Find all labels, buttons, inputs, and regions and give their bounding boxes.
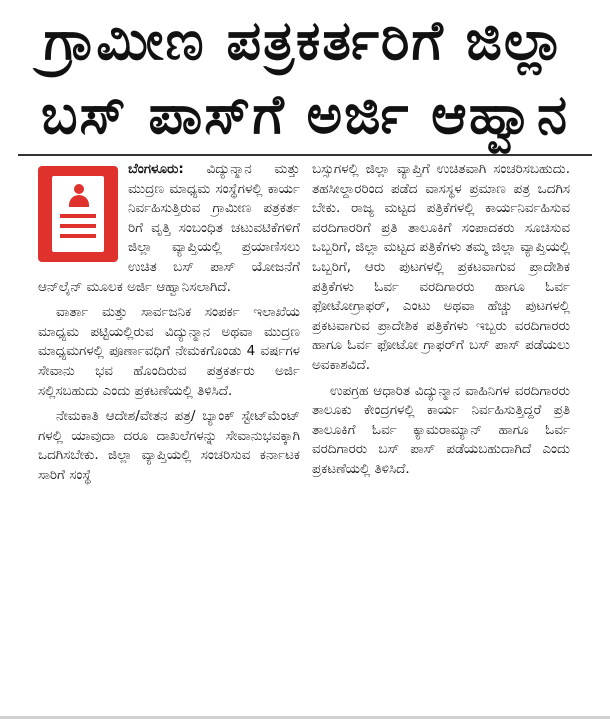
headline-line-2: ಬಸ್ ಪಾಸ್‌ಗೆ ಅರ್ಜಿ ಆಹ್ವಾನ [40, 83, 569, 146]
paragraph-2: ವಾರ್ತಾ ಮತ್ತು ಸಾರ್ವಜನಿಕ ಸಂಪರ್ಕ ಇಲಾಖೆಯ ಮಾಧ್ಯಮ ಪಟ್ಟಿಯಲ್ಲಿರುವ ವಿದ್ಯುನ್ಮಾನ ಅಥವಾ ಮುದ್ರಣ ಮಾಧ್ಯಮಗಳಲ್ಲಿ ಪೂರ್ಣಾವಧಿಗೆ ನೇಮಕಗೊಂಡು 4 ವರ್ಷಗಳ ಸೇವಾನು ಭವ ಹೊಂದಿರುವ ಪತ್ರಕರ್ತರು ಅರ್ಜಿ ಸಲ್ಲಿಸಬಹುದು ಎಂದು ಪ್ರಕಟಣೆಯಲ್ಲಿ ತಿಳಿಸಿದೆ. [38, 304, 300, 399]
article-column-left [38, 160, 300, 492]
article-column-right [312, 160, 570, 486]
paragraph-5: ಉಪಗ್ರಹ ಆಧಾರಿತ ವಿದ್ಯುನ್ಮಾನ ವಾಹಿನಿಗಳ ವರದಿಗಾರರು ತಾಲೂಕು ಕೇಂದ್ರಗಳಲ್ಲಿ ಕಾರ್ಯ ನಿರ್ವಹಿಸುತ್ತಿದ್ದರೆ ಪ್ರತಿ ತಾಲೂಕಿಗೆ ಓರ್ವ ಕ್ಯಾಮರಾಮ್ಯಾನ್ ಹಾಗೂ ಓರ್ವ ವರದಿಗಾರರು ಬಸ್ ಪಾಸ್ ಪಡೆಯಬಹುದಾಗಿದೆ ಎಂದು ಪ್ರಕಟಣೆಯಲ್ಲಿ ತಿಳಿಸಿದೆ. [312, 382, 570, 477]
headline-line-1: ಗ್ರಾಮೀಣ ಪತ್ರಕರ್ತರಿಗೆ ಜಿಲ್ಲಾ [43, 9, 567, 72]
lead-text: ವಿದ್ಯುನ್ಮಾನ ಮತ್ತು ಮುದ್ರಣ ಮಾಧ್ಯಮ ಸಂಸ್ಥೆಗಳಲ್ಲಿ ಕಾರ್ಯ ನಿರ್ವಹಿಸುತ್ತಿರುವ ಗ್ರಾಮೀಣ ಪತ್ರಕರ್ತ ರಿಗೆ ವೃತ್ತಿ ಸಂಬಂಧಿತ ಚಟುವಟಿಕೆಗಳಿಗೆ ಜಿಲ್ಲಾ ವ್ಯಾಪ್ತಿಯಲ್ಲಿ ಪ್ರಯಾಣಿಸಲು ಉಚಿತ ಬಸ್ ಪಾಸ್ ಯೋಜನೆಗೆ ಆನ್‌ಲೈನ್ ಮೂಲಕ ಅರ್ಜಿ ಆಹ್ವಾನಿಸಲಾಗಿದೆ. [38, 161, 300, 295]
paragraph-4: ಬಸ್ಸುಗಳಲ್ಲಿ ಜಿಲ್ಲಾ ವ್ಯಾಪ್ತಿಗೆ ಉಚಿತವಾಗಿ ಸಂಚರಿಸಬಹುದು. ತಹಸೀಲ್ದಾರರಿಂದ ಪಡೆದ ವಾಸಸ್ಥಳ ಪ್ರಮಾಣ ಪತ್ರ ಒದಗಿಸ ಬೇಕು. ರಾಜ್ಯ ಮಟ್ಟದ ಪತ್ರಿಕೆಗಳಲ್ಲಿ ಕಾರ್ಯನಿರ್ವಹಿಸುವ ವರದಿಗಾರರಿಗೆ ಪ್ರತಿ ತಾಲೂಕಿಗೆ ಸಂಪಾದಕರು ಸೂಚಿಸುವ ಒಬ್ಬರಿಗೆ, ಜಿಲ್ಲಾ ಮಟ್ಟದ ಪತ್ರಿಕೆಗಳು ತಮ್ಮ ಜಿಲ್ಲಾ ವ್ಯಾಪ್ತಿಯಲ್ಲಿ ಒಬ್ಬರಿಗೆ, ಆರು ಪುಟಗಳಲ್ಲಿ ಪ್ರಕಟವಾಗುವ ಪ್ರಾದೇಶಿಕ ಪತ್ರಿಕೆಗಳು ಓರ್ವ ವರದಿಗಾರರು ಹಾಗೂ ಓರ್ವ ಫೋಟೋಗ್ರಾಫರ್, ಎಂಟು ಅಥವಾ ಹೆಚ್ಚು ಪುಟಗಳಲ್ಲಿ ಪ್ರಕಟವಾಗುವ ಪ್ರಾದೇಶಿಕ ಪತ್ರಿಕೆಗಳು ಇಬ್ಬರು ವರದಿಗಾರರು ಹಾಗೂ ಓರ್ವ ಫೋಟೋ ಗ್ರಾಫರ್‌ಗೆ ಬಸ್ ಪಾಸ್ ಪಡೆಯಲು ಅವಕಾಶವಿದೆ. [312, 161, 570, 373]
dateline: ಬೆಂಗಳೂರು: [128, 161, 184, 177]
headline [0, 4, 610, 152]
lead-paragraph [38, 160, 300, 297]
paragraph-3: ನೇಮಕಾತಿ ಆದೇಶ/ವೇತನ ಪತ್ರ/ ಬ್ಯಾಂಕ್ ಸ್ಟೇಟ್‌ಮೆಂಟ್ ಗಳಲ್ಲಿ ಯಾವುದಾ ದರೂ ದಾಖಲೆಗಳನ್ನು ಸೇವಾನುಭವಕ್ಕಾಗಿ ಒದಗಿಸಬೇಕು. ಜಿಲ್ಲಾ ವ್ಯಾಪ್ತಿಯಲ್ಲಿ ಸಂಚರಿಸುವ ಕರ್ನಾಟಕ ಸಾರಿಗೆ ಸಂಸ್ಥೆ [38, 408, 300, 483]
id-card-icon [38, 166, 118, 262]
divider [18, 154, 592, 156]
